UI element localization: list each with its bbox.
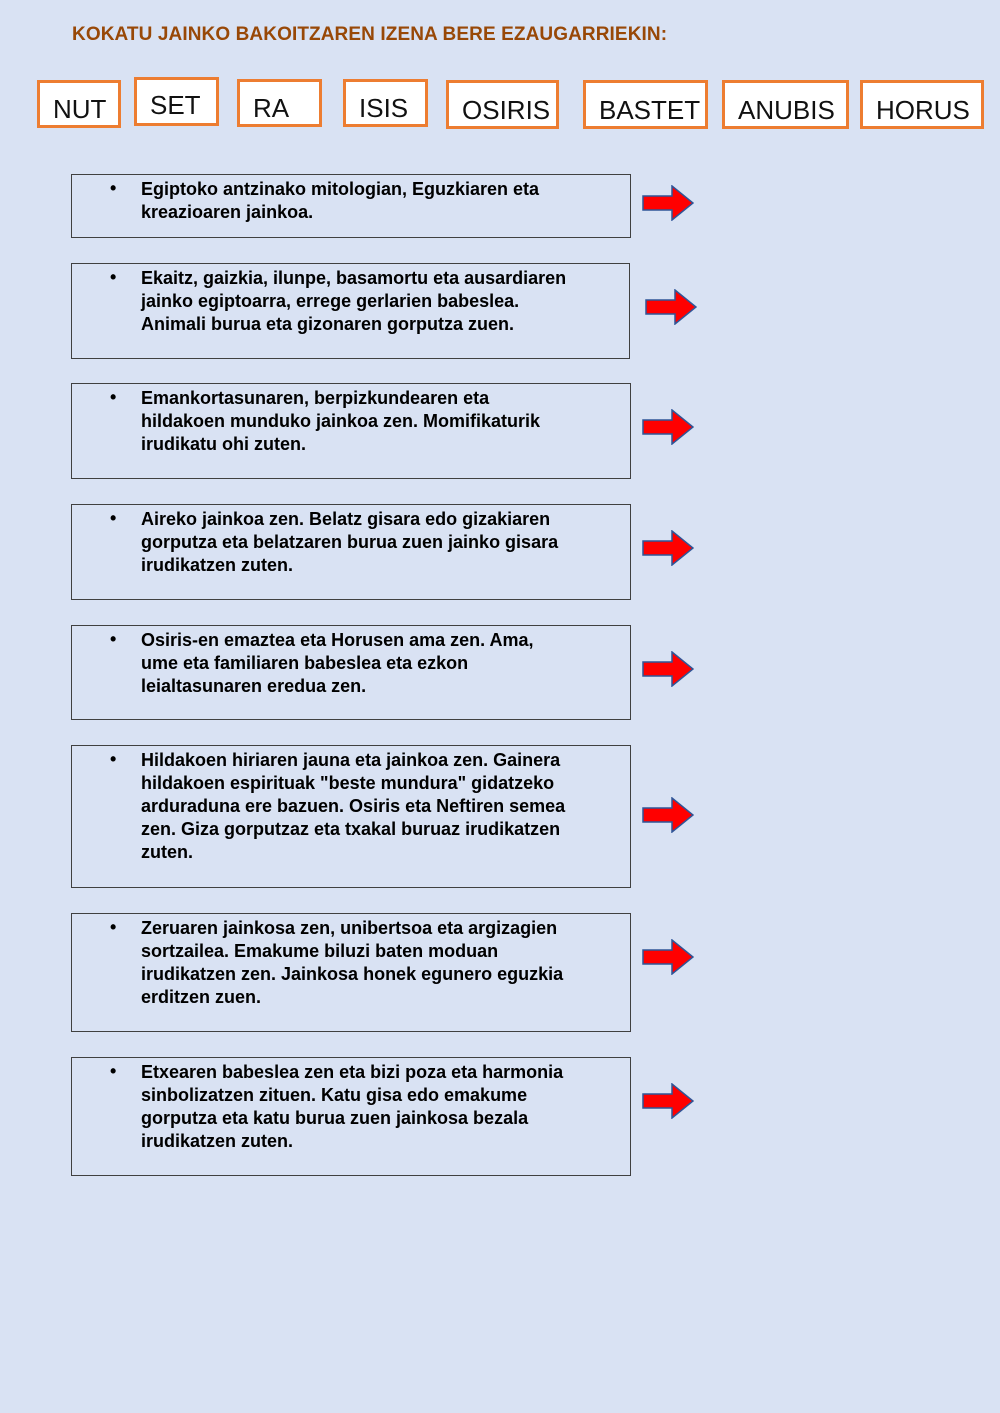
description-line: leialtasunaren eredua zen.: [141, 676, 367, 696]
name-chip-anubis[interactable]: [722, 80, 849, 129]
name-chip-nut[interactable]: [37, 80, 121, 128]
description-box-7: [71, 913, 631, 1032]
description-line: Emankortasunaren, berpizkundearen eta: [141, 388, 490, 408]
name-chip-label: HORUS: [876, 95, 970, 125]
arrow-right-icon: [642, 939, 694, 975]
bullet-icon: •: [110, 629, 117, 649]
arrow-right-icon: [642, 651, 694, 687]
arrow-right-icon: [642, 530, 694, 566]
description-line: Osiris-en emaztea eta Horusen ama zen. Ama,: [141, 630, 534, 650]
description-line: hildakoen munduko jainkoa zen. Momifikaturik: [141, 411, 541, 431]
description-box-2: [71, 263, 630, 359]
description-line: erditzen zuen.: [141, 987, 262, 1007]
arrow-right-icon: [645, 289, 697, 325]
description-box-1: [71, 174, 631, 238]
bullet-icon: •: [110, 917, 117, 937]
name-chip-label: OSIRIS: [462, 95, 551, 125]
name-chip-osiris[interactable]: [446, 80, 559, 129]
description-line: gorputza eta katu burua zuen jainkosa bezala: [141, 1108, 529, 1128]
description-box-6: [71, 745, 631, 888]
description-item: [72, 386, 630, 456]
description-item: [72, 266, 629, 336]
name-chip-label: ANUBIS: [738, 95, 835, 125]
description-box-5: [71, 625, 631, 720]
description-line: Aireko jainkoa zen. Belatz gisara edo gizakiaren: [141, 509, 551, 529]
arrow-right-icon: [642, 797, 694, 833]
description-line: ume eta familiaren babeslea eta ezkon: [141, 653, 469, 673]
name-chip-set[interactable]: [134, 77, 219, 126]
name-chip-isis[interactable]: [343, 79, 428, 127]
bullet-icon: •: [110, 267, 117, 287]
description-line: sortzailea. Emakume biluzi baten moduan: [141, 941, 499, 961]
name-chip-label: SET: [150, 90, 201, 120]
description-line: irudikatzen zuten.: [141, 1131, 294, 1151]
description-line: Zeruaren jainkosa zen, unibertsoa eta argizagien: [141, 918, 558, 938]
worksheet-title: KOKATU JAINKO BAKOITZAREN IZENA BERE EZAUGARRIEKIN:: [72, 24, 668, 45]
bullet-icon: •: [110, 1061, 117, 1081]
description-line: zuten.: [141, 842, 193, 862]
description-line: arduraduna ere bazuen. Osiris eta Neftiren semea: [141, 796, 566, 816]
description-box-3: [71, 383, 631, 479]
description-line: hildakoen espirituak "beste mundura" gidatzeko: [141, 773, 555, 793]
name-chip-label: NUT: [53, 94, 107, 124]
description-item: [72, 507, 630, 577]
description-item: [72, 748, 630, 864]
description-line: kreazioaren jainkoa.: [141, 202, 314, 222]
description-line: gorputza eta belatzaren burua zuen jainko gisara: [141, 532, 559, 552]
name-chip-bastet[interactable]: [583, 80, 708, 129]
name-chip-label: ISIS: [359, 93, 409, 123]
name-chip-label: RA: [253, 93, 290, 123]
description-item: [72, 628, 630, 698]
bullet-icon: •: [110, 508, 117, 528]
bullet-icon: •: [110, 178, 117, 198]
name-chip-horus[interactable]: [860, 80, 984, 129]
description-line: jainko egiptoarra, errege gerlarien babeslea.: [141, 291, 520, 311]
arrow-right-icon: [642, 185, 694, 221]
bullet-icon: •: [110, 387, 117, 407]
description-line: sinbolizatzen zituen. Katu gisa edo emakume: [141, 1085, 528, 1105]
description-box-8: [71, 1057, 631, 1176]
description-item: [72, 1060, 630, 1153]
arrow-right-icon: [642, 409, 694, 445]
description-item: [72, 916, 630, 1009]
description-line: Etxearen babeslea zen eta bizi poza eta harmonia: [141, 1062, 564, 1082]
description-line: Hildakoen hiriaren jauna eta jainkoa zen. Gainera: [141, 750, 561, 770]
description-line: Egiptoko antzinako mitologian, Eguzkiaren eta: [141, 179, 540, 199]
description-box-4: [71, 504, 631, 600]
name-chip-label: BASTET: [599, 95, 701, 125]
arrow-right-icon: [642, 1083, 694, 1119]
description-line: irudikatu ohi zuten.: [141, 434, 306, 454]
bullet-icon: •: [110, 749, 117, 769]
description-line: Animali burua eta gizonaren gorputza zuen.: [141, 314, 515, 334]
description-line: zen. Giza gorputzaz eta txakal buruaz irudikatzen: [141, 819, 561, 839]
description-item: [72, 177, 630, 224]
description-line: irudikatzen zuten.: [141, 555, 294, 575]
name-chip-ra[interactable]: [237, 79, 322, 127]
description-line: irudikatzen zen. Jainkosa honek egunero eguzkia: [141, 964, 564, 984]
description-line: Ekaitz, gaizkia, ilunpe, basamortu eta ausardiaren: [141, 268, 567, 288]
